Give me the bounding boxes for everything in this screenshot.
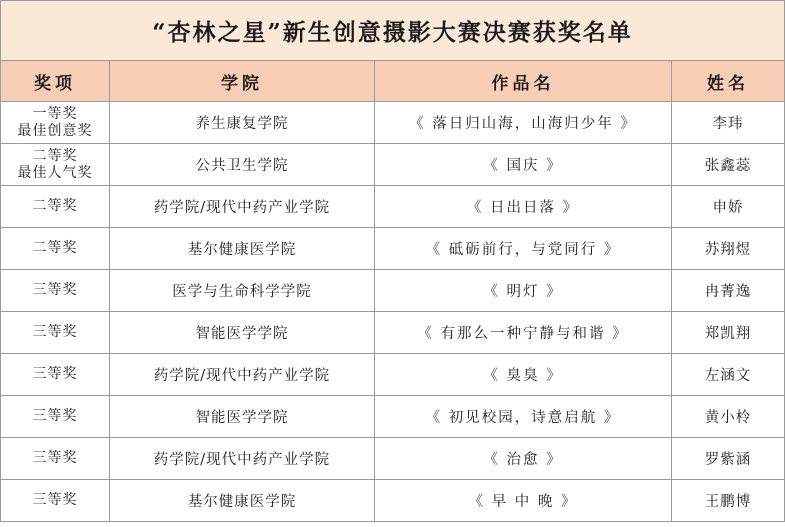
table-header-row bbox=[1, 61, 785, 102]
award-cell bbox=[1, 480, 110, 522]
student-name-cell: 申娇 bbox=[672, 186, 785, 228]
college-cell: 养生康复学院 bbox=[110, 102, 375, 144]
table-row bbox=[1, 102, 785, 144]
college-cell: 智能医学学院 bbox=[110, 396, 375, 438]
award-cell bbox=[1, 396, 110, 438]
work-title-cell: 《 臭臭 》 bbox=[375, 354, 672, 396]
work-title-cell: 《 砥砺前行，与党同行 》 bbox=[375, 228, 672, 270]
student-name-cell: 李玮 bbox=[672, 102, 785, 144]
header-name: 姓名 bbox=[672, 61, 785, 102]
award-cell bbox=[1, 354, 110, 396]
table-row bbox=[1, 228, 785, 270]
award-cell bbox=[1, 102, 110, 144]
award-level: 二等奖 bbox=[32, 147, 78, 164]
college-cell: 公共卫生学院 bbox=[110, 144, 375, 186]
table-row bbox=[1, 480, 785, 522]
header-college: 学院 bbox=[110, 61, 375, 102]
page-title: “杏林之星”新生创意摄影大赛决赛获奖名单 bbox=[1, 1, 785, 61]
student-name-cell: 左涵文 bbox=[672, 354, 785, 396]
college-cell: 药学院/现代中药产业学院 bbox=[110, 438, 375, 480]
work-title-cell: 《 有那么一种宁静与和谐 》 bbox=[375, 312, 672, 354]
award-special: 最佳创意奖 bbox=[17, 122, 93, 139]
work-title-cell: 《 日出日落 》 bbox=[375, 186, 672, 228]
work-title-cell: 《 国庆 》 bbox=[375, 144, 672, 186]
title-row bbox=[1, 1, 785, 61]
award-level: 三等奖 bbox=[32, 324, 78, 340]
student-name-cell: 张鑫蕊 bbox=[672, 144, 785, 186]
table-row bbox=[1, 354, 785, 396]
award-cell bbox=[1, 438, 110, 480]
header-work: 作品名 bbox=[375, 61, 672, 102]
award-cell bbox=[1, 312, 110, 354]
award-cell bbox=[1, 144, 110, 186]
work-title-cell: 《 早 中 晚 》 bbox=[375, 480, 672, 522]
student-name-cell: 苏翔煜 bbox=[672, 228, 785, 270]
award-level: 一等奖 bbox=[32, 105, 78, 122]
student-name-cell: 黄小柃 bbox=[672, 396, 785, 438]
table-row bbox=[1, 270, 785, 312]
work-title-cell: 《 初见校园，诗意启航 》 bbox=[375, 396, 672, 438]
college-cell: 基尔健康医学院 bbox=[110, 228, 375, 270]
student-name-cell: 冉菁逸 bbox=[672, 270, 785, 312]
work-title-cell: 《 落日归山海，山海归少年 》 bbox=[375, 102, 672, 144]
award-level: 三等奖 bbox=[32, 492, 78, 508]
work-title-cell: 《 治愈 》 bbox=[375, 438, 672, 480]
college-cell: 药学院/现代中药产业学院 bbox=[110, 354, 375, 396]
college-cell: 基尔健康医学院 bbox=[110, 480, 375, 522]
award-special: 最佳人气奖 bbox=[17, 164, 93, 181]
table-row bbox=[1, 186, 785, 228]
student-name-cell: 王鹏博 bbox=[672, 480, 785, 522]
award-cell bbox=[1, 228, 110, 270]
award-level: 三等奖 bbox=[32, 450, 78, 466]
college-cell: 药学院/现代中药产业学院 bbox=[110, 186, 375, 228]
table-row bbox=[1, 438, 785, 480]
student-name-cell: 罗紫涵 bbox=[672, 438, 785, 480]
award-level: 二等奖 bbox=[32, 240, 78, 256]
award-level: 三等奖 bbox=[32, 282, 78, 298]
award-cell bbox=[1, 270, 110, 312]
college-cell: 智能医学学院 bbox=[110, 312, 375, 354]
work-title-cell: 《 明灯 》 bbox=[375, 270, 672, 312]
award-level: 二等奖 bbox=[32, 198, 78, 214]
award-cell bbox=[1, 186, 110, 228]
table-body bbox=[1, 102, 785, 522]
award-level: 三等奖 bbox=[32, 366, 78, 382]
college-cell: 医学与生命科学学院 bbox=[110, 270, 375, 312]
award-level: 三等奖 bbox=[32, 408, 78, 424]
table-row bbox=[1, 144, 785, 186]
table-row bbox=[1, 396, 785, 438]
header-award: 奖项 bbox=[1, 61, 110, 102]
table-row bbox=[1, 312, 785, 354]
student-name-cell: 郑凯翔 bbox=[672, 312, 785, 354]
